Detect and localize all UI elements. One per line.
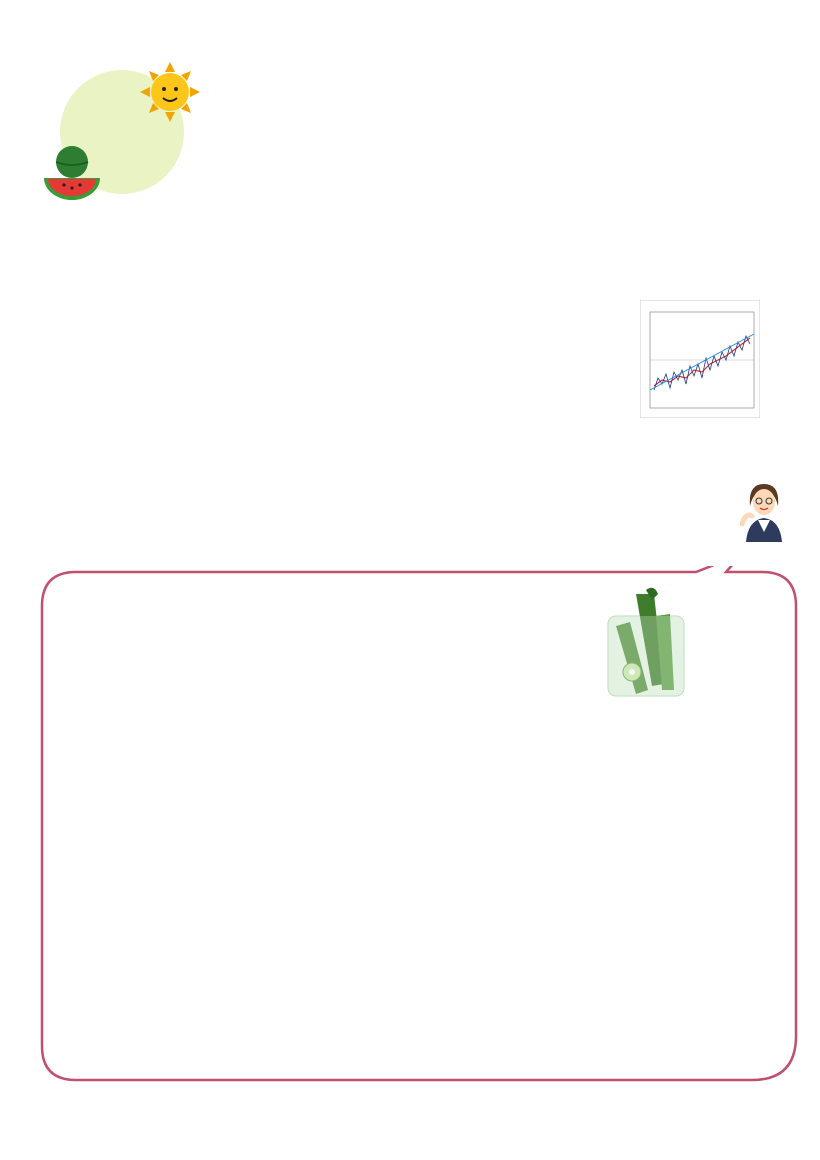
- woman-avatar-icon: [740, 476, 788, 542]
- sunflower-border-middle: [22, 226, 802, 292]
- okra-water-image: [596, 586, 696, 702]
- temperature-chart-thumbnail: [640, 300, 760, 418]
- month-badge: [30, 60, 200, 210]
- sunflower-border-top: [200, 45, 800, 117]
- sun-icon: [140, 62, 200, 122]
